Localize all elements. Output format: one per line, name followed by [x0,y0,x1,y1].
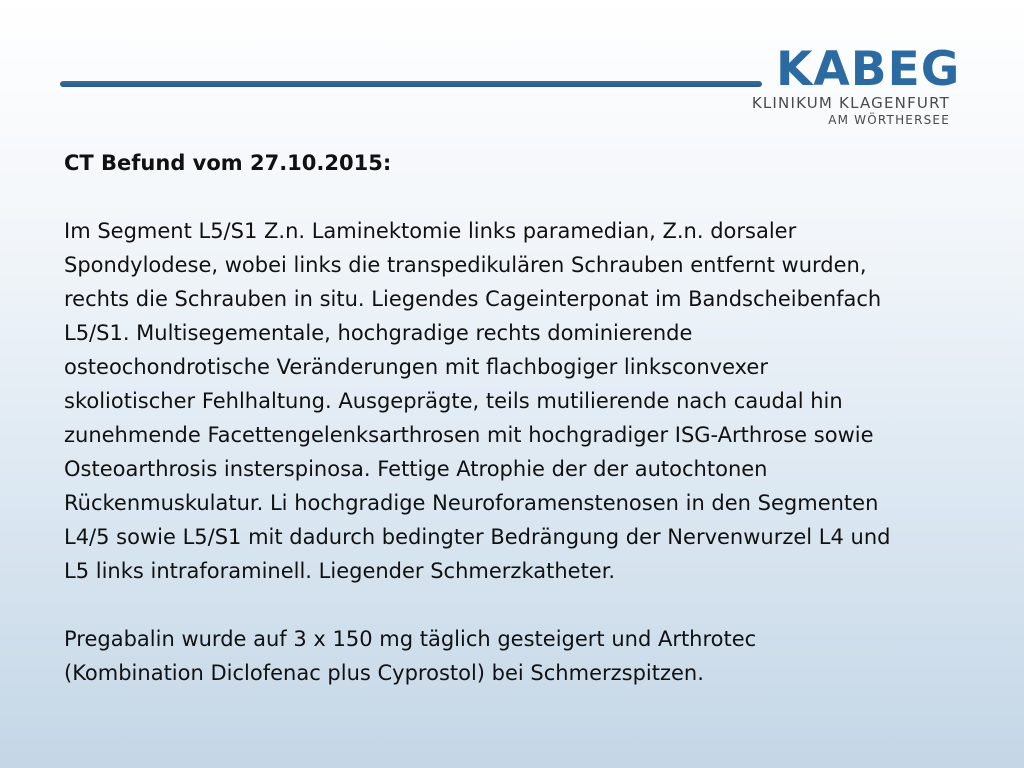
therapy-paragraph [64,622,984,690]
slide-title: CT Befund vom 27.10.2015: [64,151,392,175]
paragraph-line: osteochondrotische Veränderungen mit flachbogiger linksconvexer [64,355,768,379]
paragraph-line: (Kombination Diclofenac plus Cyprostol) bei Schmerzspitzen. [64,661,704,685]
paragraph-line: Im Segment L5/S1 Z.n. Laminektomie links paramedian, Z.n. dorsaler [64,219,797,243]
kabeg-logo [751,42,961,130]
logo-subtitle-line2: AM WÖRTHERSEE [828,113,950,127]
paragraph-line: Spondylodese, wobei links die transpedikulären Schrauben entfernt wurden, [64,253,867,277]
paragraph-line: Rückenmuskulatur. Li hochgradige Neuroforamenstenosen in den Segmenten [64,491,879,515]
paragraph-line: Osteoarthrosis insterspinosa. Fettige Atrophie der der autochtonen [64,457,768,481]
logo-wordmark: KABEG [776,42,961,97]
header-divider-line [60,81,762,87]
paragraph-line: L4/5 sowie L5/S1 mit dadurch bedingter Bedrängung der Nervenwurzel L4 und [64,525,891,549]
logo-subtitle-line1: KLINIKUM KLAGENFURT [751,94,950,112]
paragraph-line: rechts die Schrauben in situ. Liegendes Cageinterponat im Bandscheibenfach [64,287,882,311]
paragraph-line: L5/S1. Multisegementale, hochgradige rechts dominierende [64,321,693,345]
paragraph-line: L5 links intraforaminell. Liegender Schmerzkatheter. [64,559,616,583]
paragraph-line: Pregabalin wurde auf 3 x 150 mg täglich gesteigert und Arthrotec [64,627,757,651]
ct-finding-paragraph [64,214,984,588]
slide-content [64,146,984,690]
paragraph-line: zunehmende Facettengelenksarthrosen mit hochgradiger ISG-Arthrose sowie [64,423,874,447]
paragraph-line: skoliotischer Fehlhaltung. Ausgeprägte, teils mutilierende nach caudal hin [64,389,843,413]
